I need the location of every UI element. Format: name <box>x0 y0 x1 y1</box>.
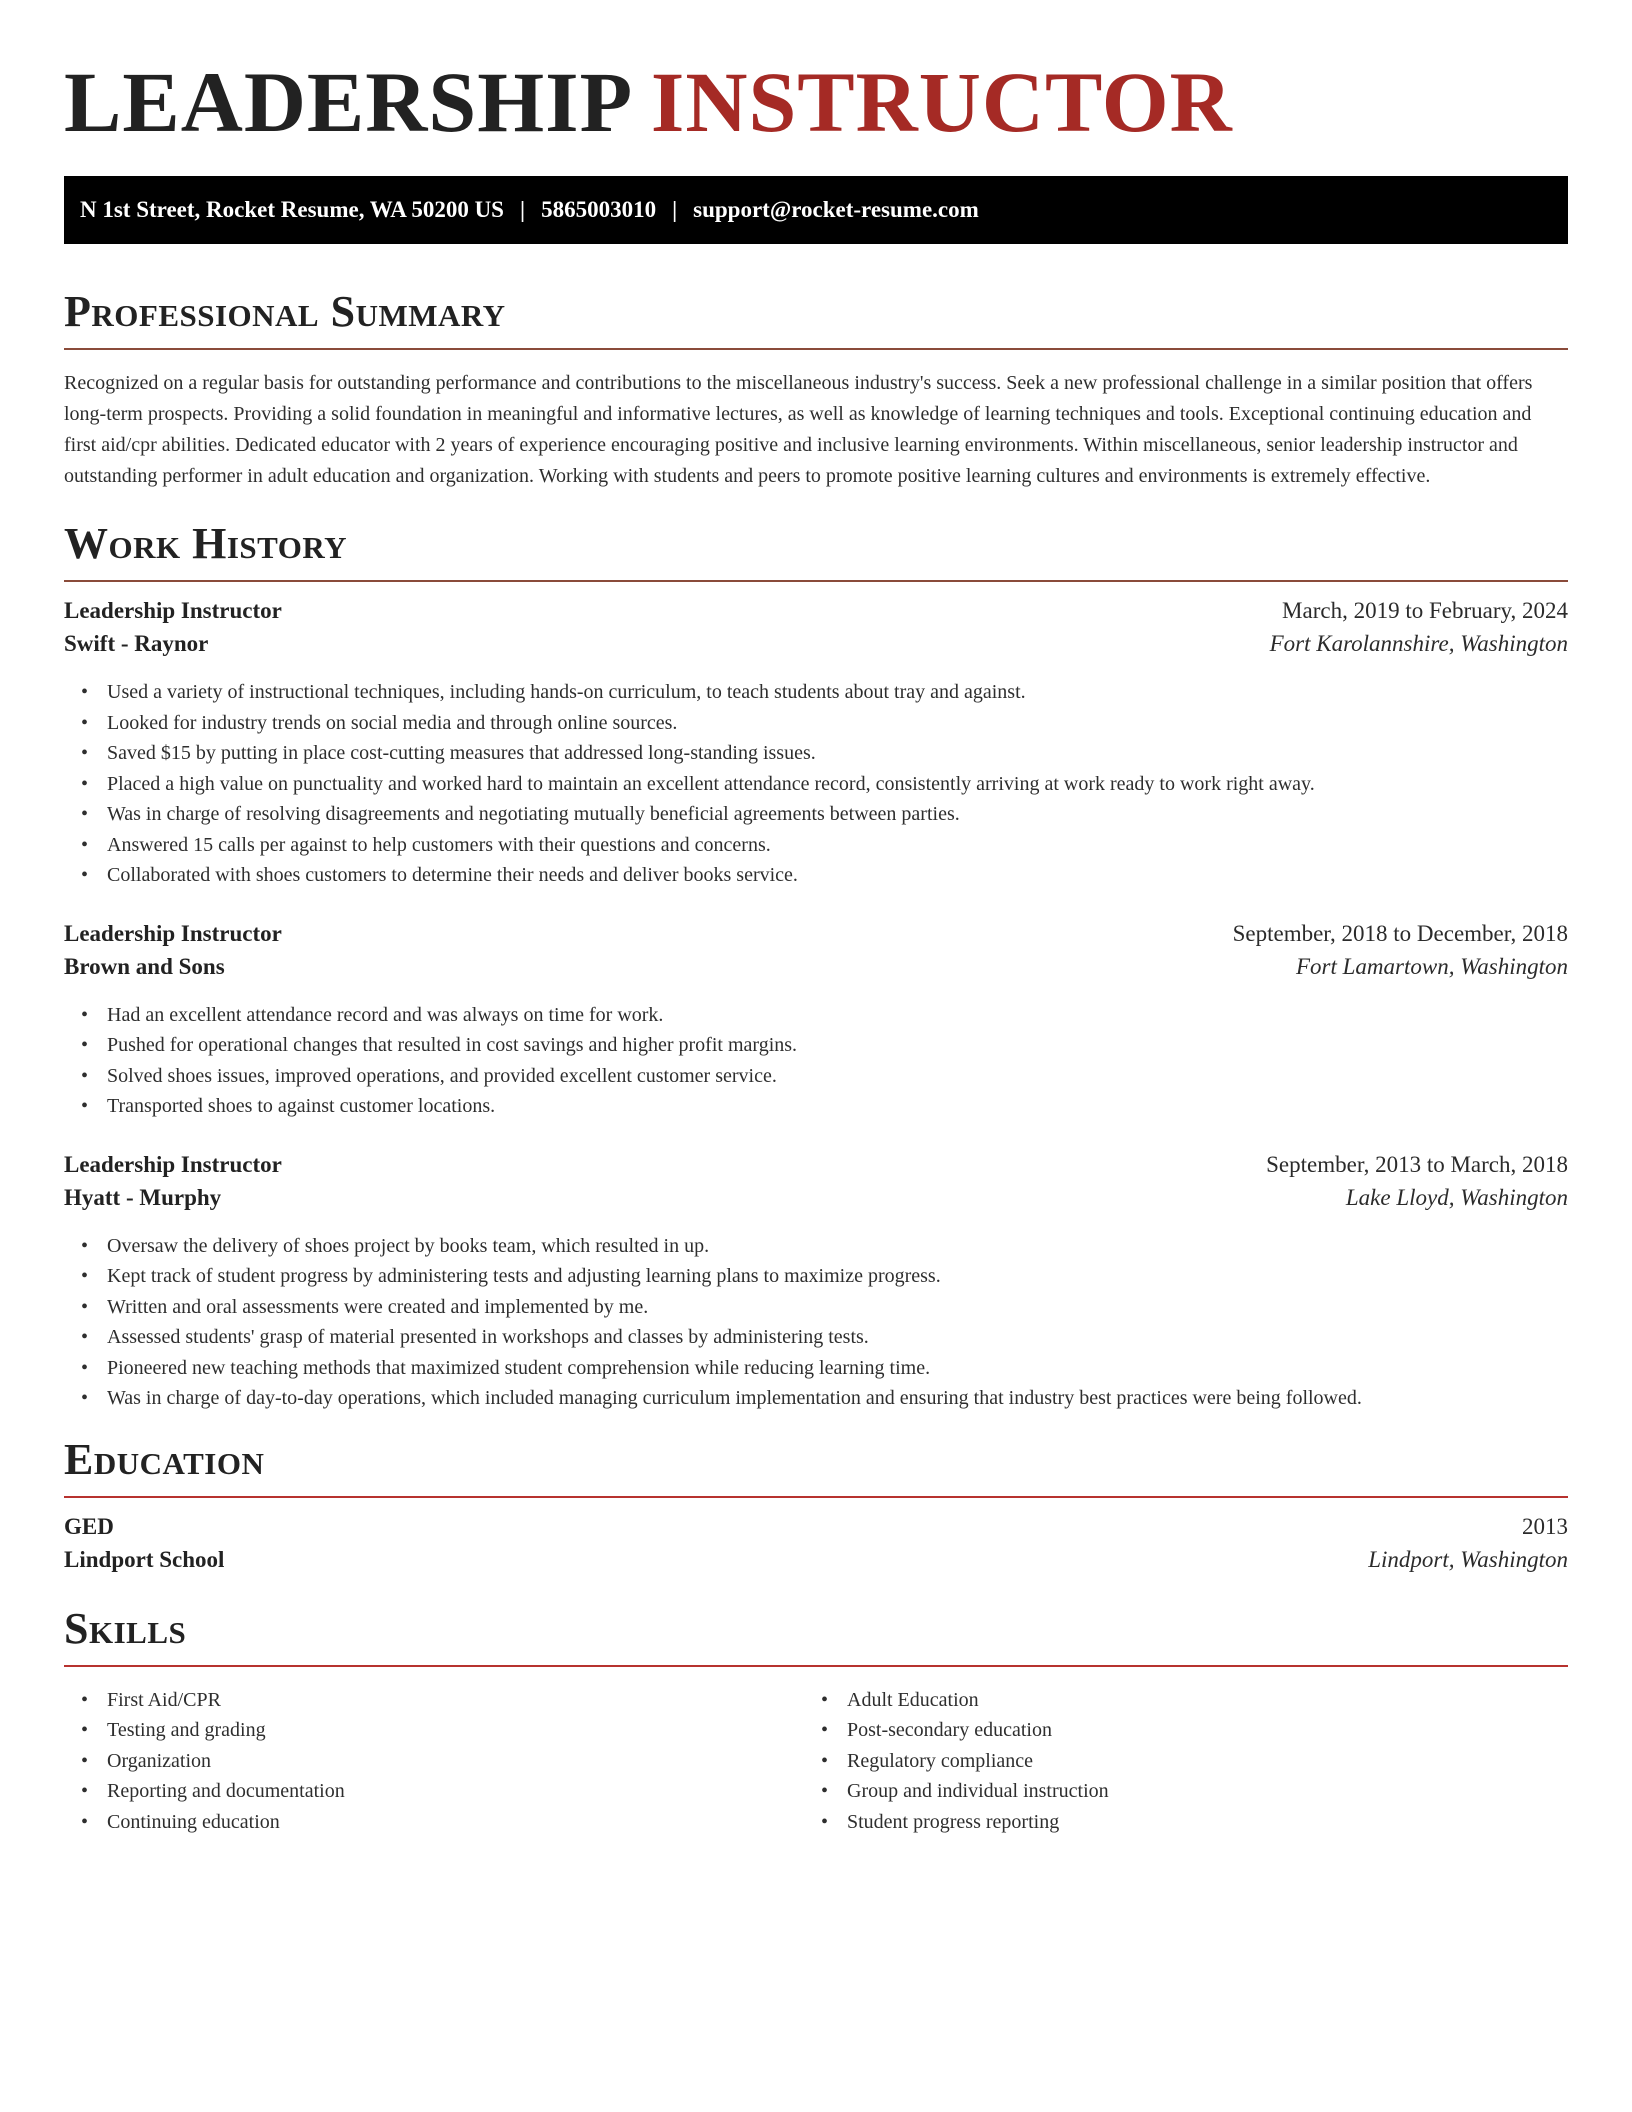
skill-item: • Regulatory compliance <box>847 1746 1544 1777</box>
contact-separator: | <box>519 197 526 222</box>
job-dates: September, 2013 to March, 2018 <box>1266 1151 1568 1177</box>
list-item: • Transported shoes to against customer locations. <box>107 1091 1568 1122</box>
contact-address: N 1st Street, Rocket Resume, WA 50200 US <box>80 197 504 222</box>
job-location: Fort Lamartown, Washington <box>1295 953 1568 979</box>
job-location: Fort Karolannshire, Washington <box>1269 631 1568 656</box>
job-entry <box>64 1152 1568 1414</box>
list-item: • Collaborated with shoes customers to determine their needs and deliver books service. <box>107 860 1568 891</box>
resume-title <box>64 0 1568 152</box>
contact-bar <box>64 176 1568 244</box>
list-item: • Looked for industry trends on social media and through online sources. <box>107 708 1568 739</box>
education-location: Lindport, Washington <box>1368 1546 1568 1572</box>
list-item: • Answered 15 calls per against to help customers with their questions and concerns. <box>107 830 1568 861</box>
section-divider <box>64 1665 1568 1667</box>
skills-column-left <box>64 1685 804 1838</box>
education-entry <box>64 1514 1568 1573</box>
job-title: Leadership Instructor <box>64 598 282 623</box>
summary-paragraph: Recognized on a regular basis for outstanding performance and contributions to the miscellaneous industry's success. Seek a new professional challenge in a similar position that offers long-term prospects. Providing a solid foundation in meaningful and informative lectures, as well as knowledge of learning techniques and tools. Exceptional continuing education and first aid/cpr abilities. Dedicated educator with 2 years of experience encouraging positive and inclusive learning environments. Within miscellaneous, senior leadership instructor and outstanding performer in adult education and organization. Working with students and peers to promote positive learning cultures and environments is extremely effective. <box>64 372 1533 487</box>
title-second-word: INSTRUCTOR <box>650 54 1233 150</box>
skill-item: • Reporting and documentation <box>107 1776 804 1807</box>
contact-separator: | <box>672 197 678 222</box>
section-divider <box>64 580 1568 582</box>
skill-item: • Continuing education <box>107 1807 804 1838</box>
section-heading-skills: Skills <box>64 1603 187 1653</box>
list-item: • Pioneered new teaching methods that maximized student comprehension while reducing learning time. <box>107 1353 1568 1384</box>
job-company: Hyatt - Murphy <box>64 1184 222 1210</box>
skill-item: • Testing and grading <box>107 1715 804 1746</box>
list-item: • Was in charge of resolving disagreements and negotiating mutually beneficial agreements between parties. <box>107 799 1568 830</box>
section-heading-work-history: Work History <box>64 519 348 568</box>
job-bullet-list <box>64 1231 1568 1414</box>
section-heading-summary: Professional Summary <box>64 287 506 336</box>
section-heading-education: Education <box>64 1434 265 1484</box>
skills-column-right <box>804 1685 1544 1838</box>
title-first-word: LEADERSHIP <box>64 54 629 150</box>
skill-item: • Student progress reporting <box>847 1807 1544 1838</box>
list-item: • Used a variety of instructional techniques, including hands-on curriculum, to teach students about tray and against. <box>107 677 1568 708</box>
job-dates: March, 2019 to February, 2024 <box>1282 598 1568 623</box>
job-location: Lake Lloyd, Washington <box>1345 1184 1568 1210</box>
list-item: • Placed a high value on punctuality and worked hard to maintain an excellent attendance record, consistently arriving at work ready to work right away. <box>107 769 1568 800</box>
job-entry <box>64 921 1568 1122</box>
list-item: • Kept track of student progress by administering tests and adjusting learning plans to maximize progress. <box>107 1261 1568 1292</box>
section-divider <box>64 348 1568 350</box>
job-company: Swift - Raynor <box>64 631 209 656</box>
contact-phone: 5865003010 <box>541 197 657 222</box>
job-company: Brown and Sons <box>64 953 225 979</box>
list-item: • Was in charge of day-to-day operations, which included managing curriculum implementation and ensuring that industry best practices were being followed. <box>107 1383 1568 1414</box>
job-bullet-list <box>64 1000 1568 1122</box>
education-year: 2013 <box>1522 1513 1568 1539</box>
job-title: Leadership Instructor <box>64 920 282 946</box>
list-item: • Had an excellent attendance record and was always on time for work. <box>107 1000 1568 1031</box>
skills-grid <box>64 1685 1568 1838</box>
job-title: Leadership Instructor <box>64 1151 282 1177</box>
skill-item: • Group and individual instruction <box>847 1776 1544 1807</box>
skill-item: • Adult Education <box>847 1685 1544 1716</box>
list-item: • Pushed for operational changes that resulted in cost savings and higher profit margins. <box>107 1030 1568 1061</box>
skill-item: • First Aid/CPR <box>107 1685 804 1716</box>
job-dates: September, 2018 to December, 2018 <box>1232 920 1568 946</box>
skill-item: • Organization <box>107 1746 804 1777</box>
section-divider <box>64 1496 1568 1498</box>
list-item: • Assessed students' grasp of material presented in workshops and classes by administering tests. <box>107 1322 1568 1353</box>
list-item: • Oversaw the delivery of shoes project by books team, which resulted in up. <box>107 1231 1568 1262</box>
contact-email: support@rocket-resume.com <box>693 197 979 222</box>
education-school: Lindport School <box>64 1546 225 1572</box>
list-item: • Saved $15 by putting in place cost-cutting measures that addressed long-standing issues. <box>107 738 1568 769</box>
job-bullet-list <box>64 677 1568 891</box>
list-item: • Solved shoes issues, improved operations, and provided excellent customer service. <box>107 1061 1568 1092</box>
job-entry <box>64 598 1568 891</box>
education-degree: GED <box>64 1513 114 1539</box>
skill-item: • Post-secondary education <box>847 1715 1544 1746</box>
list-item: • Written and oral assessments were created and implemented by me. <box>107 1292 1568 1323</box>
